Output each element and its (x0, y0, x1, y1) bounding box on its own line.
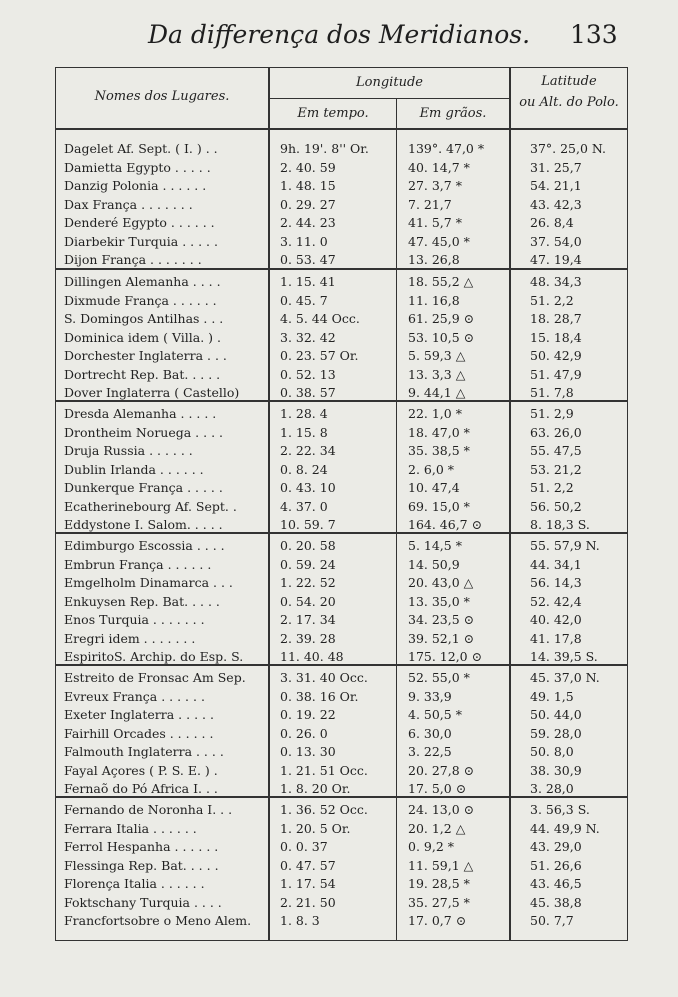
cell-name: Dublin Irlanda . . . . . . (64, 461, 204, 477)
cell-name: Ecatherinebourg Af. Sept. . (64, 498, 237, 514)
cell-deg: 3. 22,5 (408, 744, 452, 759)
cell-name: Edimburgo Escossia . . . . (64, 538, 225, 553)
cell-lat: 31. 25,7 (530, 159, 582, 175)
cell-lat: 45. 37,0 N. (530, 670, 600, 685)
cell-lat: 41. 17,8 (530, 630, 582, 646)
cell-deg: 22. 1,0 * (408, 406, 462, 421)
cell-time: 0. 52. 13 (280, 366, 336, 382)
cell-name: Enkuysen Rep. Bat. . . . . (64, 593, 220, 609)
cell-deg: 61. 25,9 ⊙ (408, 311, 475, 326)
cell-deg: 139°. 47,0 * (408, 141, 485, 156)
cell-name: Dijon França . . . . . . . (64, 252, 202, 267)
cell-lat: 54. 21,1 (530, 178, 582, 193)
cell-lat: 51. 26,6 (530, 857, 582, 873)
cell-name: S. Domingos Antilhas . . . (64, 311, 224, 326)
longitude-subheader-rule (269, 98, 510, 99)
header-time: Em tempo. (297, 106, 369, 121)
cell-name: Dover Inglaterra ( Castello) (64, 385, 240, 400)
cell-lat: 52. 42,4 (530, 593, 582, 609)
cell-time: 0. 38. 16 Or. (280, 688, 359, 704)
cell-deg: 10. 47,4 (408, 480, 460, 495)
cell-time: 1. 48. 15 (280, 178, 336, 193)
cell-time: 1. 15. 8 (280, 424, 328, 440)
header-latitude: Latitude (541, 74, 597, 89)
cell-time: 0. 8. 24 (280, 461, 328, 477)
cell-lat: 14. 39,5 S. (530, 649, 598, 664)
cell-deg: 18. 55,2 △ (408, 274, 474, 289)
cell-lat: 50. 7,7 (530, 913, 574, 928)
cell-lat: 43. 46,5 (530, 876, 582, 891)
cell-name: Florença Italia . . . . . . (64, 876, 205, 891)
cell-lat: 59. 28,0 (530, 725, 582, 741)
cell-name: Dresda Alemanha . . . . . (64, 406, 217, 421)
cell-lat: 51. 47,9 (530, 366, 582, 382)
cell-lat: 55. 47,5 (530, 443, 582, 458)
cell-name: Drontheim Noruega . . . . (64, 424, 223, 440)
cell-name: Danzig Polonia . . . . . . (64, 178, 207, 193)
cell-name: Dillingen Alemanha . . . . (64, 274, 221, 289)
cell-deg: 11. 16,8 (408, 292, 460, 308)
cell-lat: 26. 8,4 (530, 215, 574, 230)
cell-deg: 9. 44,1 △ (408, 385, 466, 400)
cell-name: Damietta Egypto . . . . . (64, 159, 211, 175)
table-bottom-rule (55, 940, 628, 941)
cell-deg: 175. 12,0 ⊙ (408, 649, 483, 664)
cell-deg: 20. 1,2 △ (408, 820, 466, 836)
cell-lat: 49. 1,5 (530, 688, 574, 704)
cell-deg: 13. 3,3 △ (408, 366, 466, 382)
cell-time: 0. 20. 58 (280, 538, 336, 553)
cell-name: Evreux França . . . . . . (64, 688, 205, 704)
cell-name: Ferrara Italia . . . . . . (64, 820, 197, 836)
cell-deg: 39. 52,1 ⊙ (408, 630, 475, 646)
cell-lat: 51. 7,8 (530, 385, 574, 400)
cell-time: 2. 22. 34 (280, 443, 336, 458)
cell-lat: 3. 56,3 S. (530, 802, 590, 817)
cell-time: 0. 29. 27 (280, 196, 336, 212)
cell-lat: 15. 18,4 (530, 329, 582, 345)
cell-time: 0. 19. 22 (280, 707, 336, 722)
cell-name: Fayal Açores ( P. S. E. ) . (64, 762, 218, 778)
cell-deg: 53. 10,5 ⊙ (408, 329, 475, 345)
cell-time: 0. 0. 37 (280, 839, 328, 854)
column-divider-latitude (509, 68, 511, 941)
cell-name: Emgelholm Dinamarca . . . (64, 575, 233, 590)
cell-lat: 44. 49,9 N. (530, 820, 600, 836)
cell-deg: 34. 23,5 ⊙ (408, 612, 475, 627)
group-separator (55, 400, 628, 402)
header-bottom-rule (55, 128, 628, 130)
header-degrees: Em grãos. (419, 106, 487, 121)
cell-name: Dunkerque França . . . . . (64, 480, 223, 495)
cell-name: Enos Turquia . . . . . . . (64, 612, 205, 627)
cell-name: Dax França . . . . . . . (64, 196, 193, 212)
cell-deg: 9. 33,9 (408, 688, 452, 704)
cell-lat: 3. 28,0 (530, 781, 574, 796)
cell-deg: 41. 5,7 * (408, 215, 462, 230)
cell-name: Dorchester Inglaterra . . . (64, 348, 227, 363)
cell-deg: 14. 50,9 (408, 556, 460, 572)
cell-time: 9h. 19'. 8'' Or. (280, 141, 369, 156)
cell-lat: 18. 28,7 (530, 311, 582, 326)
cell-lat: 40. 42,0 (530, 612, 582, 627)
cell-time: 4. 37. 0 (280, 498, 328, 514)
cell-name: Fernaõ do Pó Africa I. . . (64, 781, 218, 796)
cell-time: 2. 21. 50 (280, 894, 336, 910)
page-number: 133 (570, 20, 618, 49)
cell-name: Francfortsobre o Meno Alem. (64, 913, 252, 928)
cell-name: EspiritoS. Archip. do Esp. S. (64, 649, 244, 664)
cell-time: 3. 32. 42 (280, 329, 336, 345)
cell-time: 1. 15. 41 (280, 274, 336, 289)
cell-name: Diarbekir Turquia . . . . . (64, 233, 218, 249)
cell-deg: 4. 50,5 * (408, 707, 462, 722)
cell-lat: 51. 2,2 (530, 480, 574, 495)
cell-lat: 38. 30,9 (530, 762, 582, 778)
cell-name: Flessinga Rep. Bat. . . . . (64, 857, 219, 873)
cell-time: 0. 53. 47 (280, 252, 336, 267)
cell-time: 11. 40. 48 (280, 649, 344, 664)
cell-deg: 35. 27,5 * (408, 894, 470, 910)
cell-lat: 51. 2,9 (530, 406, 574, 421)
cell-deg: 6. 30,0 (408, 725, 452, 741)
cell-deg: 17. 0,7 ⊙ (408, 913, 467, 928)
cell-name: Fernando de Noronha I. . . (64, 802, 233, 817)
cell-time: 4. 5. 44 Occ. (280, 311, 360, 326)
cell-deg: 19. 28,5 * (408, 876, 470, 891)
cell-name: Dixmude França . . . . . . (64, 292, 217, 308)
cell-time: 0. 38. 57 (280, 385, 336, 400)
cell-time: 1. 17. 54 (280, 876, 336, 891)
cell-name: Foktschany Turquia . . . . (64, 894, 222, 910)
cell-deg: 52. 55,0 * (408, 670, 470, 685)
cell-time: 2. 39. 28 (280, 630, 336, 646)
cell-lat: 47. 19,4 (530, 252, 582, 267)
cell-deg: 40. 14,7 * (408, 159, 470, 175)
cell-time: 10. 59. 7 (280, 517, 336, 532)
cell-name: Eregri idem . . . . . . . (64, 630, 196, 646)
cell-name: Exeter Inglaterra . . . . . (64, 707, 214, 722)
cell-name: Druja Russia . . . . . . (64, 443, 193, 458)
cell-time: 3. 11. 0 (280, 233, 328, 249)
cell-lat: 8. 18,3 S. (530, 517, 590, 532)
cell-deg: 5. 14,5 * (408, 538, 462, 553)
cell-name: Dominica idem ( Villa. ) . (64, 329, 221, 345)
table-top-rule (55, 67, 628, 68)
cell-lat: 48. 34,3 (530, 274, 582, 289)
cell-name: Falmouth Inglaterra . . . . (64, 744, 224, 759)
cell-time: 1. 36. 52 Occ. (280, 802, 368, 817)
cell-time: 0. 23. 57 Or. (280, 348, 359, 363)
cell-name: Eddystone I. Salom. . . . . (64, 517, 223, 532)
cell-time: 0. 13. 30 (280, 744, 336, 759)
cell-deg: 18. 47,0 * (408, 424, 470, 440)
header-places: Nomes dos Lugares. (94, 89, 230, 104)
cell-lat: 51. 2,2 (530, 292, 574, 308)
cell-time: 2. 44. 23 (280, 215, 336, 230)
cell-deg: 7. 21,7 (408, 196, 452, 212)
cell-deg: 2. 6,0 * (408, 461, 455, 477)
group-separator (55, 532, 628, 534)
cell-time: 1. 8. 20 Or. (280, 781, 351, 796)
cell-time: 2. 17. 34 (280, 612, 336, 627)
cell-time: 1. 20. 5 Or. (280, 820, 351, 836)
cell-deg: 11. 59,1 △ (408, 857, 474, 873)
cell-lat: 55. 57,9 N. (530, 538, 600, 553)
group-separator (55, 796, 628, 798)
cell-lat: 43. 29,0 (530, 839, 582, 854)
cell-time: 2. 40. 59 (280, 159, 336, 175)
cell-deg: 13. 35,0 * (408, 593, 470, 609)
cell-time: 1. 8. 3 (280, 913, 320, 928)
cell-time: 0. 59. 24 (280, 556, 336, 572)
cell-time: 1. 28. 4 (280, 406, 328, 421)
cell-deg: 5. 59,3 △ (408, 348, 466, 363)
cell-deg: 17. 5,0 ⊙ (408, 781, 467, 796)
cell-time: 0. 43. 10 (280, 480, 336, 495)
cell-lat: 50. 8,0 (530, 744, 574, 759)
cell-lat: 37. 54,0 (530, 233, 582, 249)
cell-name: Ferrol Hespanha . . . . . . (64, 839, 219, 854)
cell-lat: 63. 26,0 (530, 424, 582, 440)
cell-lat: 53. 21,2 (530, 461, 582, 477)
cell-time: 0. 54. 20 (280, 593, 336, 609)
cell-time: 0. 47. 57 (280, 857, 336, 873)
cell-time: 0. 45. 7 (280, 292, 328, 308)
cell-deg: 69. 15,0 * (408, 498, 470, 514)
cell-lat: 56. 50,2 (530, 498, 582, 514)
cell-lat: 43. 42,3 (530, 196, 582, 212)
cell-deg: 35. 38,5 * (408, 443, 470, 458)
cell-lat: 50. 42,9 (530, 348, 582, 363)
column-divider-places (268, 68, 270, 941)
cell-lat: 45. 38,8 (530, 894, 582, 910)
cell-lat: 50. 44,0 (530, 707, 582, 722)
cell-name: Embrun França . . . . . . (64, 556, 212, 572)
cell-lat: 44. 34,1 (530, 556, 582, 572)
cell-time: 0. 26. 0 (280, 725, 328, 741)
cell-lat: 37°. 25,0 N. (530, 141, 607, 156)
cell-deg: 24. 13,0 ⊙ (408, 802, 475, 817)
header-longitude: Longitude (356, 75, 423, 90)
cell-time: 1. 21. 51 Occ. (280, 762, 368, 778)
cell-deg: 164. 46,7 ⊙ (408, 517, 483, 532)
running-title: Da differença dos Meridianos. (147, 20, 531, 49)
cell-time: 1. 22. 52 (280, 575, 336, 590)
group-separator (55, 664, 628, 666)
cell-deg: 0. 9,2 * (408, 839, 455, 854)
cell-name: Estreito de Fronsac Am Sep. (64, 670, 246, 685)
cell-name: Dortrecht Rep. Bat. . . . . (64, 366, 221, 382)
cell-lat: 56. 14,3 (530, 575, 582, 590)
cell-deg: 20. 27,8 ⊙ (408, 762, 475, 778)
cell-deg: 47. 45,0 * (408, 233, 470, 249)
group-separator (55, 268, 628, 270)
header-latitude-sub: ou Alt. do Polo. (519, 95, 619, 110)
cell-name: Dagelet Af. Sept. ( I. ) . . (64, 141, 218, 156)
cell-name: Denderé Egypto . . . . . . (64, 215, 215, 230)
cell-deg: 13. 26,8 (408, 252, 460, 267)
table-border-left (55, 68, 56, 941)
cell-time: 3. 31. 40 Occ. (280, 670, 368, 685)
cell-deg: 27. 3,7 * (408, 178, 462, 193)
cell-deg: 20. 43,0 △ (408, 575, 474, 590)
cell-name: Fairhill Orcades . . . . . . (64, 725, 214, 741)
